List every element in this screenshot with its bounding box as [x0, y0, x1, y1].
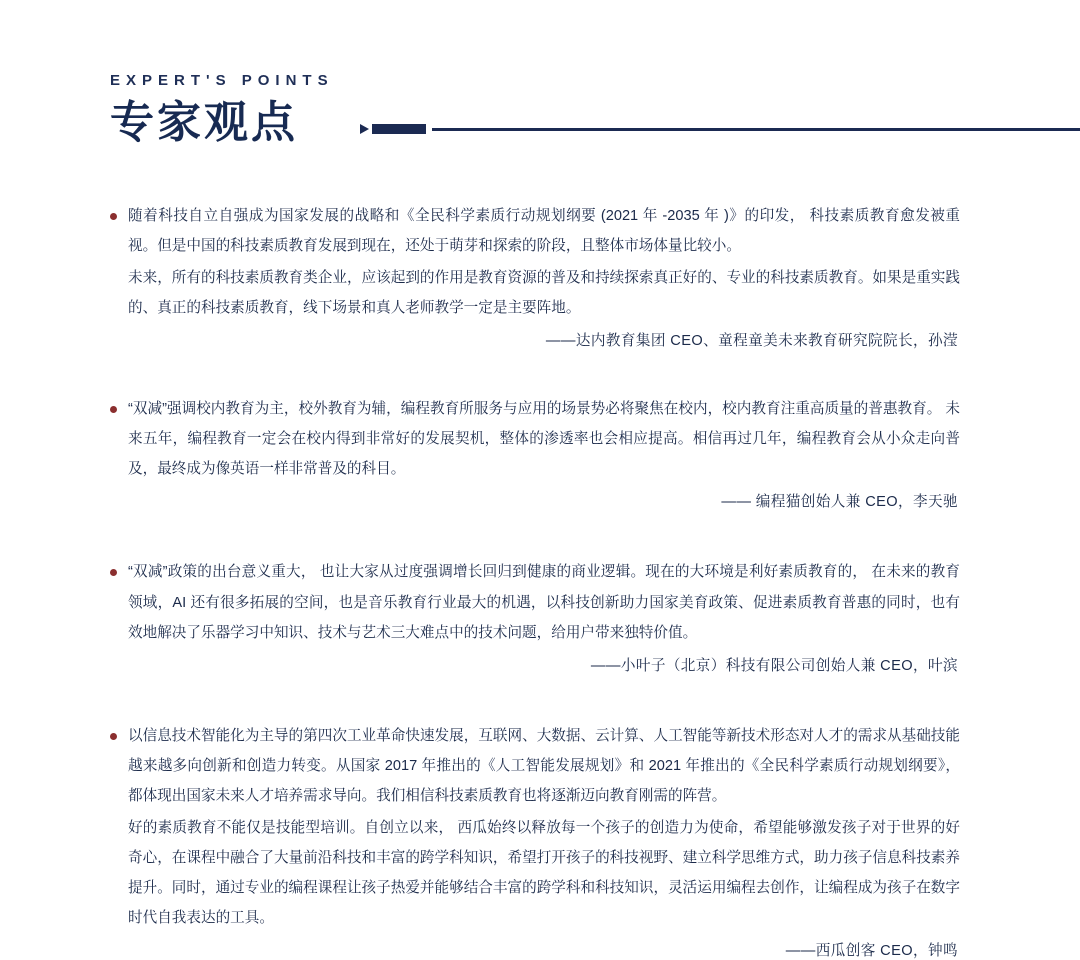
- chevron-right-icon: [360, 124, 369, 134]
- quote-text: 好的素质教育不能仅是技能型培训。自创立以来， 西瓜始终以释放每一个孩子的创造力为使命，希望能够激发孩子对于世界的好奇心，在课程中融合了大量前沿科技和丰富的跨学科知识，希望打开孩子的科技视野、建立科学思维方式，助力孩子信息科技素养提升。同时，通过专业的编程课程让孩子热爱并能够结合丰富的跨学科和科技知识，灵活运用编程去创作，让编程成为孩子在数字时代自我表达的工具。: [128, 819, 960, 926]
- quote-paragraph: [110, 201, 960, 261]
- quote-paragraph: [110, 557, 960, 647]
- quote-paragraph: [110, 813, 960, 933]
- quote-paragraph: [110, 721, 960, 811]
- quote-block: [110, 201, 960, 350]
- page-header: [0, 0, 1080, 148]
- bullet-icon: [110, 569, 117, 576]
- bullet-icon: [110, 733, 117, 740]
- quote-text: “双减”政策的出台意义重大， 也让大家从过度强调增长回归到健康的商业逻辑。现在的大环境是利好素质教育的， 在未来的教育领域，AI 还有很多拓展的空间，也是音乐教育行业最大的机遇，以科技创新助力国家美育政策、促进素质教育普惠的同时，也有效地解决了乐器学习中知识、技术与艺术三大难点中的技术问题，给用户带来独特价值。: [128, 564, 960, 641]
- header-rule-decoration: [360, 124, 1080, 134]
- quotes-container: [0, 201, 1080, 960]
- quote-text: 未来，所有的科技素质教育类企业，应该起到的作用是教育资源的普及和持续探索真正好的、专业的科技素质教育。如果是重实践的、真正的科技素质教育，线下场景和真人老师教学一定是主要阵地。: [128, 270, 960, 317]
- quote-attribution: —— 编程猫创始人兼 CEO，李天驰: [721, 494, 958, 511]
- quote-attribution: ——达内教育集团 CEO、童程童美未来教育研究院院长，孙滢: [545, 333, 958, 350]
- quote-block: [110, 394, 960, 511]
- quote-text: 以信息技术智能化为主导的第四次工业革命快速发展，互联网、大数据、云计算、人工智能等新技术形态对人才的需求从基础技能越来越多向创新和创造力转变。从国家 2017 年推出的《人工智能发展规划》和 2021 年推出的《全民科学素质行动规划纲要》，都体现出国家未来人才培养需求导向。我们相信科技素质教育也将逐渐迈向教育刚需的阵营。: [128, 727, 960, 804]
- quote-block: [110, 721, 960, 960]
- quote-attribution: ——西瓜创客 CEO，钟鸣: [785, 943, 958, 960]
- quote-paragraph: [110, 394, 960, 484]
- quote-paragraph: [110, 263, 960, 323]
- header-eyebrow: EXPERT'S POINTS: [110, 72, 334, 89]
- rule-bar: [372, 124, 426, 134]
- bullet-icon: [110, 406, 117, 413]
- header-title-row: [110, 97, 1080, 148]
- quote-attribution: ——小叶子（北京）科技有限公司创始人兼 CEO，叶滨: [590, 657, 958, 674]
- rule-line: [432, 128, 1080, 131]
- bullet-icon: [110, 213, 117, 220]
- quote-text: “双减”强调校内教育为主，校外教育为辅，编程教育所服务与应用的场景势必将聚焦在校内，校内教育注重高质量的普惠教育。 未来五年，编程教育一定会在校内得到非常好的发展契机，整体的渗透率也会相应提高。相信再过几年，编程教育会从小众走向普及，最终成为像英语一样非常普及的科目。: [128, 401, 960, 478]
- quote-block: [110, 557, 960, 674]
- page-title: 专家观点: [110, 97, 298, 148]
- quote-text: 随着科技自立自强成为国家发展的战略和《全民科学素质行动规划纲要 (2021 年 -2035 年 )》的印发， 科技素质教育愈发被重视。但是中国的科技素质教育发展到现在，还处于萌芽和探索的阶段，且整体市场体量比较小。: [128, 208, 960, 255]
